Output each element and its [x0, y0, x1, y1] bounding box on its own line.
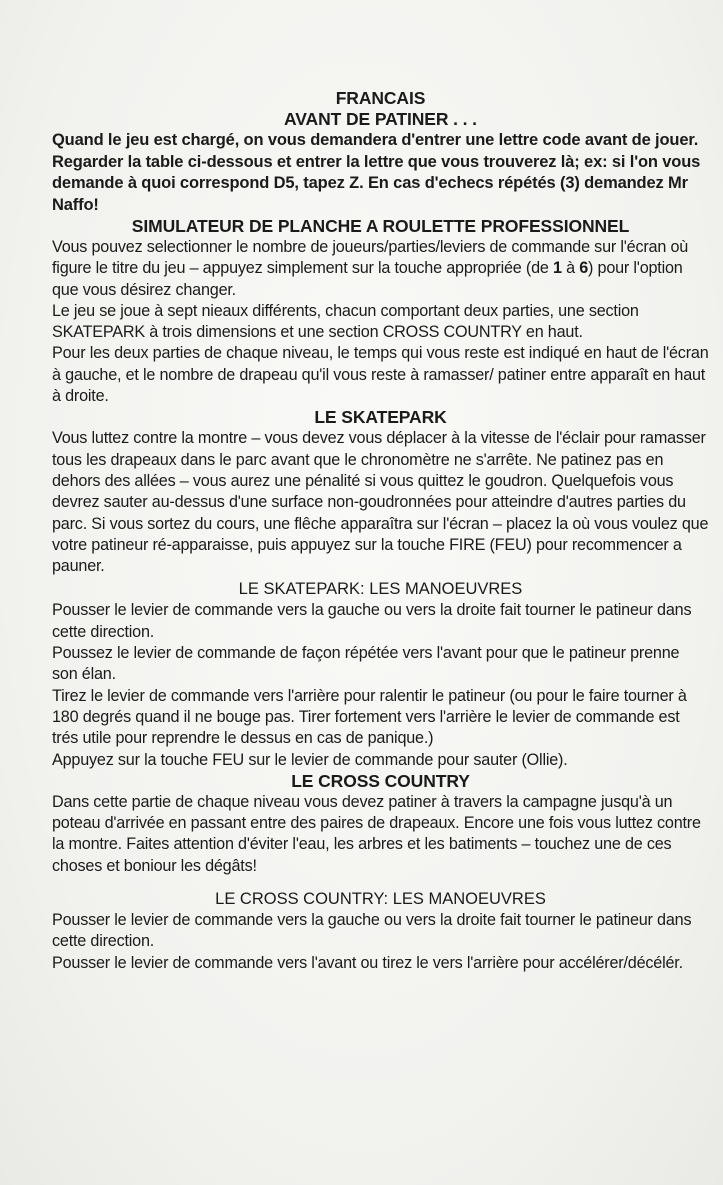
cross-country-turn-paragraph: Pousser le levier de commande vers la gauche ou vers la droite fait tourner le patineur dans cette direction. — [52, 911, 692, 951]
simulator-title: SIMULATEUR DE PLANCHE A ROULETTE PROFESSIONNEL — [131, 216, 630, 236]
language-title: FRANCAIS — [335, 88, 426, 108]
cross-country-moves-title: LE CROSS COUNTRY: LES MANOEUVRES — [215, 890, 546, 909]
skatepark-jump-paragraph: Appuyez sur la touche FEU sur le levier de commande pour sauter (Ollie). — [52, 750, 568, 769]
options-text-a: Vous pouvez selectionner le nombre de joueurs/parties/leviers de commande sur l'écran où figure le titre du jeu – appuyez simplement sur la touche appropriée (de — [52, 238, 689, 278]
cross-country-paragraph: Dans cette partie de chaque niveau vous devez patiner à travers la campagne jusqu'à un poteau d'arrivée en passant entre des paires de drapeaux. Encore une fois vous luttez contre la montre. Faites attention d'éviter l'eau, les arbres et les batiments – touchez une de ces choses et boniour les dégâts! — [52, 792, 701, 875]
skatepark-title: LE SKATEPARK — [314, 407, 447, 428]
skatepark-paragraph: Vous luttez contre la montre – vous devez vous déplacer à la vitesse de l'éclair pour ramasser tous les drapeaux dans le parc avant que le chronomètre ne s'arrête. Ne patinez pas en dehors des allées – vous aurez une pénalité si vous quittez le goudron. Quelquefois vous devrez sauter au-dessus d'une surface non-goudronnées pour atteindre d'autres parties du parc. Si vous sortez du cours, une flêche apparaîtra sur l'écran – placez la où vous voulez que votre patineur ré-apparaisse, puis appuyez sur la touche FIRE (FEU) pour recommencer a pauner. — [52, 429, 709, 576]
options-text-c: ) pour l'option que vous désirez changer. — [52, 259, 683, 299]
options-key-last: 6 — [579, 259, 589, 278]
cross-country-title: LE CROSS COUNTRY — [291, 770, 470, 791]
intro-code-instructions: Quand le jeu est chargé, on vous demandera d'entrer une lettre code avant de jouer. Regarder la table ci-dessous et entrer la lettre que vous trouverez là; ex: si l'on vous demande à quoi correspond D5, tapez Z. En cas d'echecs répétés (3) demandez Mr Naffo! — [52, 131, 701, 214]
levels-paragraph: Le jeu se joue à sept nieaux différents, chacun comportant deux parties, une section SKATEPARK à trois dimensions et une section CROSS COUNTRY en haut. — [52, 301, 639, 342]
skatepark-push-paragraph: Poussez le levier de commande de façon répétée vers l'avant pour que le patineur prenne son élan. — [52, 644, 680, 684]
skatepark-turn-paragraph: Pousser le levier de commande vers la gauche ou vers la droite fait tourner le patineur dans cette direction. — [52, 601, 692, 641]
skatepark-slow-paragraph: Tirez le levier de commande vers l'arrière pour ralentir le patineur (ou pour le faire tourner à 180 degrés quand il ne bouge pas. Tirer fortement vers l'arrière le levier de commande est trés utile pour reprendre le dessus en cas de panique.) — [52, 686, 687, 748]
skatepark-moves-title: LE SKATEPARK: LES MANOEUVRES — [238, 580, 523, 599]
options-key-first: 1 — [553, 259, 562, 278]
before-skating-title: AVANT DE PATINER . . . — [284, 109, 477, 129]
options-paragraph — [52, 237, 709, 301]
options-text-b: à — [561, 259, 580, 278]
timer-paragraph: Pour les deux parties de chaque niveau, le temps qui vous reste est indiqué en haut de l'écran à gauche, et le nombre de drapeau qu'il vous reste à ramasser/ patiner entre apparaît en haut à droite. — [52, 344, 709, 406]
cross-country-speed-paragraph: Pousser le levier de commande vers l'avant ou tirez le vers l'arrière pour accélérer/décélér. — [52, 953, 683, 972]
